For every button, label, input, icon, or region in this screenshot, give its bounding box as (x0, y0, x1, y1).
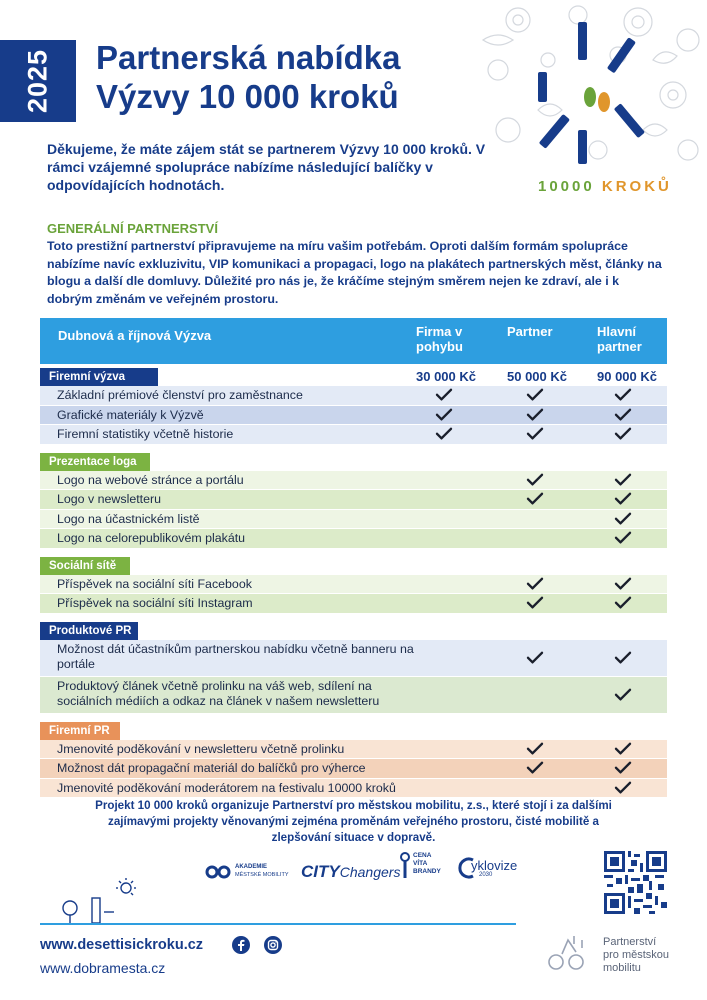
check-icon (614, 741, 632, 755)
table-row (40, 759, 667, 779)
benefit-label: Jmenovité poděkování v newsletteru včetně prolinku (57, 741, 345, 756)
table-row (40, 594, 667, 614)
tier-price: 30 000 Kč (416, 369, 476, 384)
section-label: Sociální sítě (40, 557, 130, 575)
table-row (40, 510, 667, 530)
benefit-label: Logo na účastnickém listě (57, 511, 200, 526)
benefit-label: Jmenovité poděkování moderátorem na festivalu 10000 kroků (57, 780, 396, 795)
table-header (40, 318, 667, 364)
check-icon (614, 531, 632, 545)
benefit-label: Možnost dát účastníkům partnerskou nabídku včetně banneru na portále (57, 641, 414, 671)
benefit-label: Firemní statistiky včetně historie (57, 427, 234, 441)
check-icon (614, 511, 632, 525)
benefit-label: Příspěvek na sociální síti Instagram (57, 596, 253, 610)
check-icon (614, 388, 632, 402)
page-title (96, 38, 400, 116)
section-label: Firemní PR (40, 722, 120, 740)
table-row (40, 529, 667, 549)
check-icon (614, 596, 632, 610)
year-tab (0, 40, 76, 122)
header-tier-2: Partner (507, 324, 553, 339)
section-header (40, 368, 667, 386)
section-header (40, 622, 667, 640)
section-header (40, 453, 667, 471)
title-line-1: Partnerská nabídka (96, 39, 401, 76)
check-icon (526, 492, 544, 506)
section-label: Firemní výzva (40, 368, 158, 386)
table-row (40, 779, 667, 799)
check-icon (526, 472, 544, 486)
table-row (40, 471, 667, 491)
table-row (40, 490, 667, 510)
general-heading: GENERÁLNÍ PARTNERSTVÍ (47, 221, 218, 236)
benefit-label: Logo na celorepublikovém plakátu (57, 531, 246, 545)
check-icon (614, 576, 632, 590)
benefit-label: Grafické materiály k Výzvě (57, 407, 204, 422)
instagram-icon[interactable] (264, 936, 282, 954)
general-text: Toto prestižní partnerství připravujeme na míru vašim potřebám. Oproti dalším formám spolupráce nabízíme navíc exkluzivitu, VIP komunikaci a propagaci, logo na plakátech partnerských měst, články na blogu a další dle domluvy. Důležité pro nás je, že kráčíme stejným směrem nejen ke zdraví, ale i k dobrým změnám ve veřejném prostoru. (47, 239, 662, 306)
pmm-logo-icon (546, 932, 598, 972)
pricing-table (40, 318, 667, 798)
check-icon (526, 407, 544, 421)
table-row (40, 406, 667, 426)
check-icon (614, 492, 632, 506)
footer-divider (40, 923, 516, 925)
facebook-icon[interactable] (232, 936, 250, 954)
check-icon (614, 761, 632, 775)
citychangers-logo: CITYChangers (301, 862, 401, 881)
check-icon (526, 596, 544, 610)
table-row (40, 740, 667, 760)
check-icon (526, 576, 544, 590)
benefit-label: Příspěvek na sociální síti Facebook (57, 576, 252, 591)
check-icon (526, 761, 544, 775)
city-illustration-icon (52, 878, 142, 924)
intro-text: Děkujeme, že máte zájem stát se partnerem Výzvy 10 000 kroků. V rámci vzájemné spolupráce nabízíme následující balíčky v odpovídajících hodnotách. (47, 141, 486, 193)
logo-wordmark: 10000 KROKŮ (538, 178, 672, 195)
brand-logo (478, 0, 707, 220)
header-tier-3: Hlavní partner (597, 324, 642, 354)
check-icon (526, 388, 544, 402)
check-icon (526, 741, 544, 755)
check-icon (614, 650, 632, 664)
table-body (40, 368, 667, 798)
check-icon (614, 780, 632, 794)
table-row (40, 640, 667, 677)
section-label: Prezentace loga (40, 453, 150, 471)
tier-price: 50 000 Kč (507, 369, 567, 384)
section-header (40, 722, 667, 740)
footer-text: Projekt 10 000 kroků organizuje Partnerství pro městskou mobilitu, z.s., které stojí i za dalšími zajímavými projekty věnovanými zejména proměnám veřejného prostoru, čisté mobilitě a zlepšování situace v dopravě. (95, 799, 612, 844)
check-icon (526, 650, 544, 664)
section-header (40, 557, 667, 575)
secondary-website-link[interactable]: www.dobramesta.cz (40, 960, 166, 976)
header-tier-1: Firma v pohybu (416, 324, 463, 354)
check-icon (435, 427, 453, 441)
website-link[interactable]: www.desettisickroku.cz (40, 937, 204, 953)
benefit-label: Produktový článek včetně prolinku na váš web, sdílení na sociálních médiích a odkaz na článek v našem newsletteru (57, 678, 380, 708)
benefit-label: Logo na webové stránce a portálu (57, 472, 244, 487)
year-label: 2025 (22, 48, 53, 114)
steps-star-icon (478, 0, 707, 180)
table-row (40, 575, 667, 595)
infinity-icon (205, 865, 231, 879)
check-icon (614, 407, 632, 421)
section-label: Produktové PR (40, 622, 138, 640)
check-icon (614, 472, 632, 486)
benefit-label: Možnost dát propagační materiál do balíčků pro výherce (57, 761, 366, 775)
check-icon (526, 427, 544, 441)
check-icon (435, 388, 453, 402)
table-row (40, 677, 667, 714)
table-row (40, 386, 667, 406)
table-row (40, 425, 667, 445)
title-line-2: Výzvy 10 000 kroků (96, 78, 399, 115)
check-icon (614, 687, 632, 701)
award-icon (400, 852, 410, 880)
benefit-label: Logo v newsletteru (57, 492, 162, 506)
benefit-label: Základní prémiové členství pro zaměstnance (57, 388, 303, 402)
check-icon (435, 407, 453, 421)
tier-price: 90 000 Kč (597, 369, 657, 384)
qr-code[interactable] (604, 851, 667, 914)
check-icon (614, 427, 632, 441)
organization-name: Partnerství pro městskou mobilitu (603, 936, 670, 974)
header-challenge: Dubnová a říjnová Výzva (58, 328, 212, 343)
